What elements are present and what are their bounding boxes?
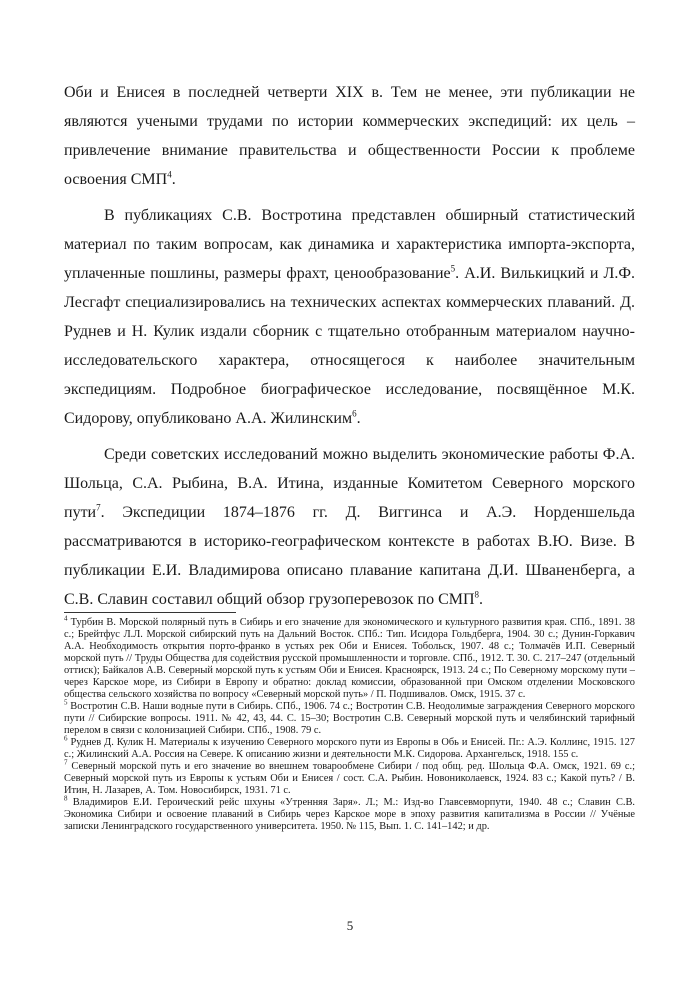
paragraph-2-text-b: . А.И. Вилькицкий и Л.Ф. Лесгафт специализировались на технических аспектах коммерческих плаваний. Д. Руднев и Н. Кулик издали сборник с тщательно отобранным материалом научно-исследовательского характера, относящегося к наиболее значительным экспедициям. Подробное биографическое исследование, посвящённое М.К. Сидорову, опубликовано А.А. Жилинским <box>64 265 635 427</box>
footnote-ref-7[interactable]: 7 <box>96 502 101 513</box>
footnote-6 <box>64 734 635 761</box>
footnote-text: Владимиров Е.И. Героический рейс шхуны «Утренняя Заря». Л.; М.: Изд-во Главсевморпути, 1940. 48 с.; Славин С.В. Экономика Сибири и освоение плаваний в Сибирь через Карское море в эпоху развития капитализма в России // Учёные записки Ленинградского государственного университета. 1950. № 115, Вып. 1. С. 141–142; и др. <box>64 797 635 832</box>
footnote-text: Востротин С.В. Наши водные пути в Сибирь. СПб., 1906. 74 с.; Востротин С.В. Неодолимые заграждения Северного морского пути // Сибирские вопросы. 1911. № 42, 43, 44. С. 15–30; Востротин С.В. Северный морской путь и челябинский тарифный перелом в связи с колонизацией Сибири. СПб., 1908. 79 с. <box>64 701 635 736</box>
paragraph-1-tail: . <box>171 171 176 188</box>
paragraph-3-text-a: Среди советских исследований можно выделить экономические работы Ф.А. Шольца, С.А. Рыбина, В.А. Итина, изданные Комитетом Северного морского пути <box>64 446 635 521</box>
paragraph-1-text: Оби и Енисея в последней четверти XIX в. Тем не менее, эти публикации не являются учеными трудами по истории коммерческих экспедиций: их цель – привлечение внимание правительства и общественности России к проблеме освоения СМП <box>64 84 635 188</box>
footnotes <box>64 614 635 833</box>
footnote-4 <box>64 614 635 701</box>
footnote-number: 8 <box>64 794 68 803</box>
footnote-8 <box>64 794 635 833</box>
paragraph-1 <box>64 78 635 194</box>
footnote-ref-8[interactable]: 8 <box>474 589 480 600</box>
footnote-number: 5 <box>64 698 68 707</box>
footnote-text: Северный морской путь и его значение во внешнем товарообмене Сибири / под общ. ред. Шольца Ф.А. Омск, 1921. 69 с.; Северный морской путь из Европы к устьям Оби и Енисея / сост. С.А. Рыбин. Новониколаевск, 1924. 83 с.; Какой путь? / В. Итин, Н. Лазарев, А. Том. Новосибирск, 1931. 71 с. <box>64 761 635 796</box>
footnote-7 <box>64 758 635 797</box>
page-number: 5 <box>346 918 354 933</box>
footnote-number: 7 <box>64 758 68 767</box>
footnote-5 <box>64 698 635 737</box>
body-text <box>64 78 635 614</box>
footnote-separator <box>64 612 236 613</box>
footnote-ref-6[interactable]: 6 <box>352 408 357 419</box>
footnote-ref-4[interactable]: 4 <box>167 169 172 180</box>
paragraph-2-tail: . <box>356 410 361 427</box>
footnote-number: 4 <box>64 614 68 623</box>
paragraph-3 <box>64 440 635 614</box>
footnote-number: 6 <box>64 734 68 743</box>
footnote-ref-5[interactable]: 5 <box>450 263 456 274</box>
paragraph-3-tail: . <box>479 591 484 608</box>
paragraph-2 <box>64 201 635 433</box>
paragraph-3-text-b: . Экспедиции 1874–1876 гг. Д. Виггинса и А.Э. Норденшельда рассматриваются в историко-географическом контексте в работах В.Ю. Визе. В публикации Е.И. Владимирова описано плавание капитана Д.И. Шваненберга, а С.В. Славин составил общий обзор грузоперевозок по СМП <box>64 504 635 608</box>
footnote-text: Турбин В. Морской полярный путь в Сибирь и его значение для экономического и культурного развития края. СПб., 1891. 38 с.; Брейтфус Л.Л. Морской сибирский путь на Дальний Восток. СПб.: Тип. Исидора Гольдберга, 1904. 30 с.; Дунин-Горкавич А.А. Необходимость открытия порто-франко в устьях рек Оби и Енисея. Тобольск, 1907. 48 с.; Толмачёв И.П. Северный морской путь // Труды Общества для содействия русской промышленности и торговле. СПб., 1912. Т. 30. С. 217–247 (отдельный оттиск); Байкалов А.В. Северный морской путь к устьям Оби и Енисея. Красноярск, 1913. 24 с.; По Северному морскому пути – через Карское море, из Сибири в Европу и обратно: доклад комиссии, образованной при Омском отделении Московского общества сельского хозяйства по вопросу «Северный морской путь» / П. Подшивалов. Омск, 1915. 37 с. <box>64 617 635 700</box>
paragraph-2-text-a: В публикациях С.В. Востротина представлен обширный статистический материал по таким вопросам, как динамика и характеристика импорта-экспорта, уплаченные пошлины, размеры фрахт, ценообразование <box>64 207 635 282</box>
footnote-text: Руднев Д. Кулик Н. Материалы к изучению Северного морского пути из Европы в Обь и Енисей. Пг.: А.Э. Коллинс, 1915. 127 с.; Жилинский А.А. Россия на Севере. К описанию жизни и деятельности М.К. Сидорова. Архангельск, 1918. 155 с. <box>64 737 635 760</box>
